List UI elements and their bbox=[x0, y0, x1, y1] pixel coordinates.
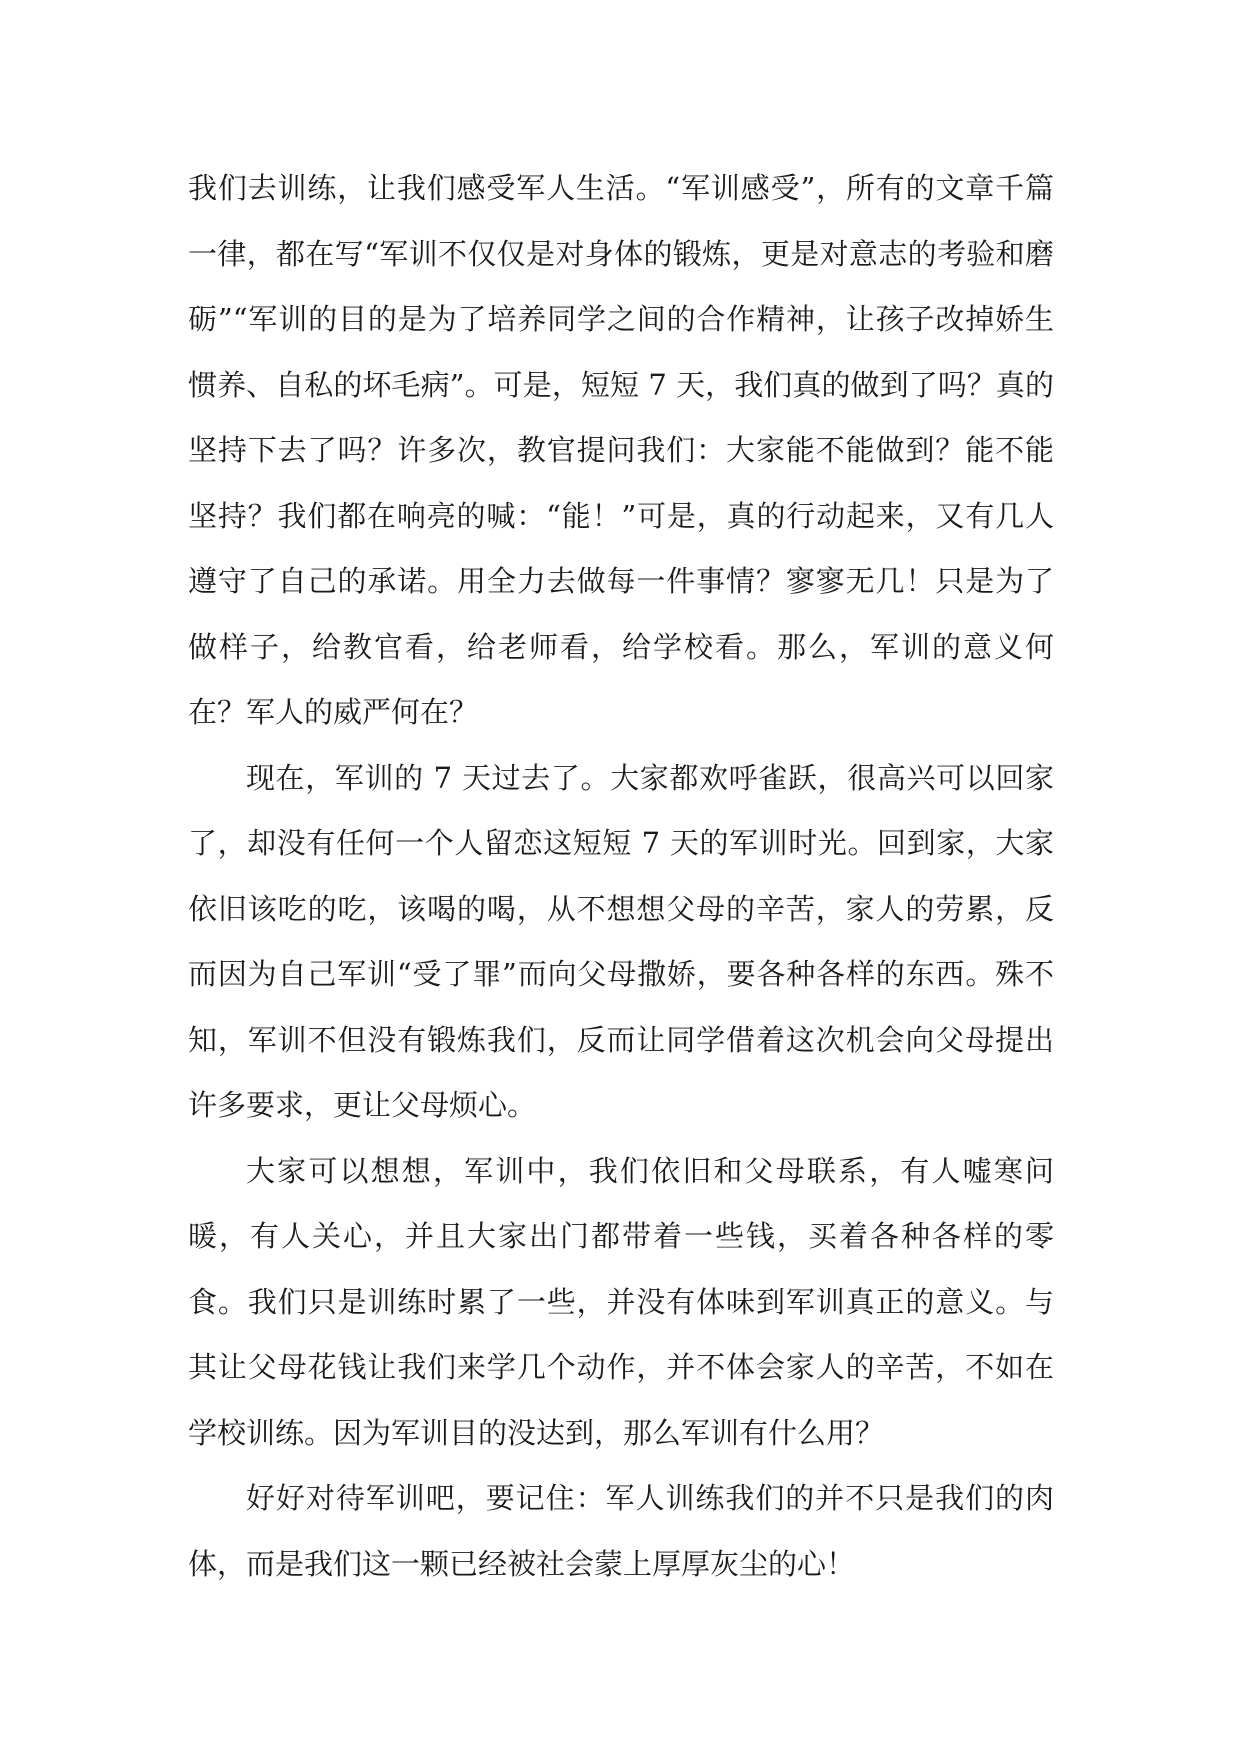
document-body bbox=[188, 156, 1054, 1597]
paragraph-2: 现在，军训的 7 天过去了。大家都欢呼雀跃，很高兴可以回家了，却没有任何一个人留恋这短短 7 天的军训时光。回到家，大家依旧该吃的吃，该喝的喝，从不想想父母的辛苦，家人的劳累，反而因为自己军训“受了罪”而向父母撒娇，要各种各样的东西。殊不知，军训不但没有锻炼我们，反而让同学借着这次机会向父母提出许多要求，更让父母烦心。 bbox=[188, 760, 1054, 1122]
paragraph-4: 好好对待军训吧，要记住：军人训练我们的并不只是我们的肉体，而是我们这一颗已经被社会蒙上厚厚灰尘的心！ bbox=[188, 1481, 1054, 1581]
paragraph-3: 大家可以想想，军训中，我们依旧和父母联系，有人嘘寒问暖，有人关心，并且大家出门都带着一些钱，买着各种各样的零食。我们只是训练时累了一些，并没有体味到军训真正的意义。与其让父母花钱让我们来学几个动作，并不体会家人的辛苦，不如在学校训练。因为军训目的没达到，那么军训有什么用？ bbox=[188, 1153, 1054, 1450]
paragraph-1: 我们去训练，让我们感受军人生活。“军训感受”，所有的文章千篇一律，都在写“军训不仅仅是对身体的锻炼，更是对意志的考验和磨砺”“军训的目的是为了培养同学之间的合作精神，让孩子改掉娇生惯养、自私的坏毛病”。可是，短短 7 天，我们真的做到了吗？真的坚持下去了吗？许多次，教官提问我们：大家能不能做到？能不能坚持？我们都在响亮的喊：“能！”可是，真的行动起来，又有几人遵守了自己的承诺。用全力去做每一件事情？寥寥无几！只是为了做样子，给教官看，给老师看，给学校看。那么，军训的意义何在？军人的威严何在？ bbox=[188, 171, 1054, 729]
